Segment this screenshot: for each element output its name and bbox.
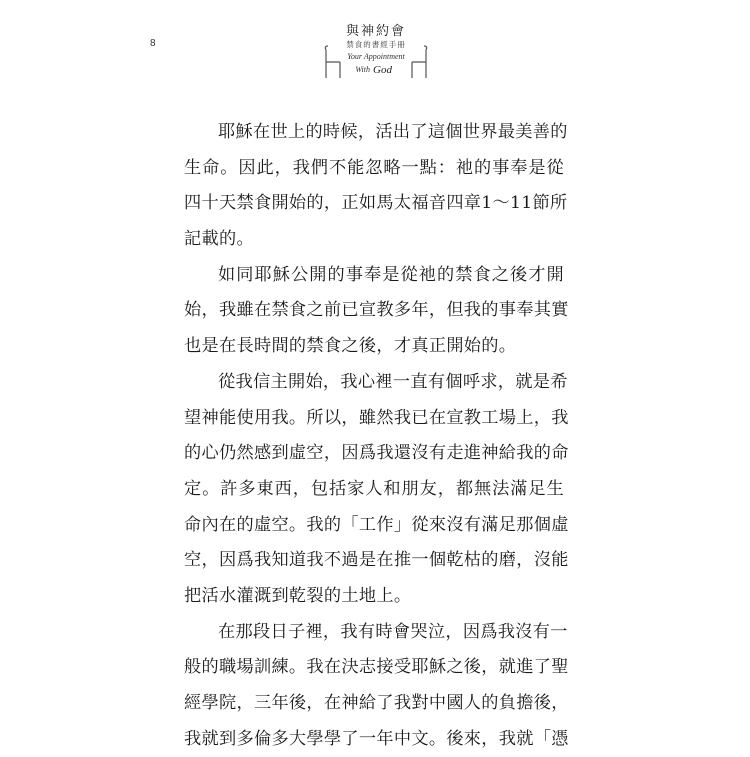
book-title-logo	[318, 22, 434, 82]
paragraph-3	[184, 365, 569, 615]
body-text	[184, 115, 569, 757]
logo-english-god: God	[373, 64, 392, 76]
text-line: 命內在的虛空。我的「工作」從來沒有滿足那個虛	[184, 514, 569, 535]
text-line: 把活水灌溉到乾裂的土地上。	[184, 585, 412, 606]
text-line: 耶穌在世上的時候，活出了這個世界最美善的	[218, 122, 568, 142]
text-line: 如同耶穌公開的事奉是從祂的禁食之後才開	[218, 264, 564, 285]
logo-title: 與神約會	[345, 24, 407, 39]
text-line: 經學院，三年後，在神給了我對中國人的負擔後，	[184, 693, 569, 713]
page-number: 8	[150, 38, 156, 49]
logo-english-line2: With	[355, 65, 370, 74]
text-line: 定。許多東西，包括家人和朋友，都無法滿足生	[184, 478, 564, 499]
logo-english-line1: Your Appointment	[347, 52, 405, 61]
text-line: 般的職場訓練。我在決志接受耶穌之後，就進了聖	[184, 657, 569, 678]
paragraph-4	[184, 615, 569, 757]
text-line: 望神能使用我。所以，雖然我已在宣教工場上，我	[184, 407, 569, 428]
paragraph-1	[184, 115, 568, 258]
paragraph-2	[184, 258, 569, 365]
text-line: 四十天禁食開始的，正如馬太福音四章1～11節所	[184, 193, 568, 214]
text-line: 空，因爲我知道我不過是在推一個乾枯的磨，沒能	[184, 550, 569, 571]
text-line: 的心仍然感到虛空，因爲我還沒有走進神給我的命	[184, 443, 569, 464]
text-line: 我就到多倫多大學學了一年中文。後來，我就「憑	[184, 728, 569, 749]
text-line: 也是在長時間的禁食之後，才真正開始的。	[184, 336, 517, 357]
text-line: 記載的。	[184, 229, 254, 250]
chair-table-icon	[318, 22, 434, 82]
logo-subtitle: 禁食的書經手冊	[346, 40, 406, 49]
text-line: 生命。因此，我們不能忽略一點：祂的事奉是從	[184, 157, 564, 178]
text-line: 在那段日子裡，我有時會哭泣，因爲我沒有一	[218, 621, 568, 642]
text-line: 始，我雖在禁食之前已宣教多年，但我的事奉其實	[184, 300, 569, 321]
text-line: 從我信主開始，我心裡一直有個呼求，就是希	[218, 371, 568, 392]
